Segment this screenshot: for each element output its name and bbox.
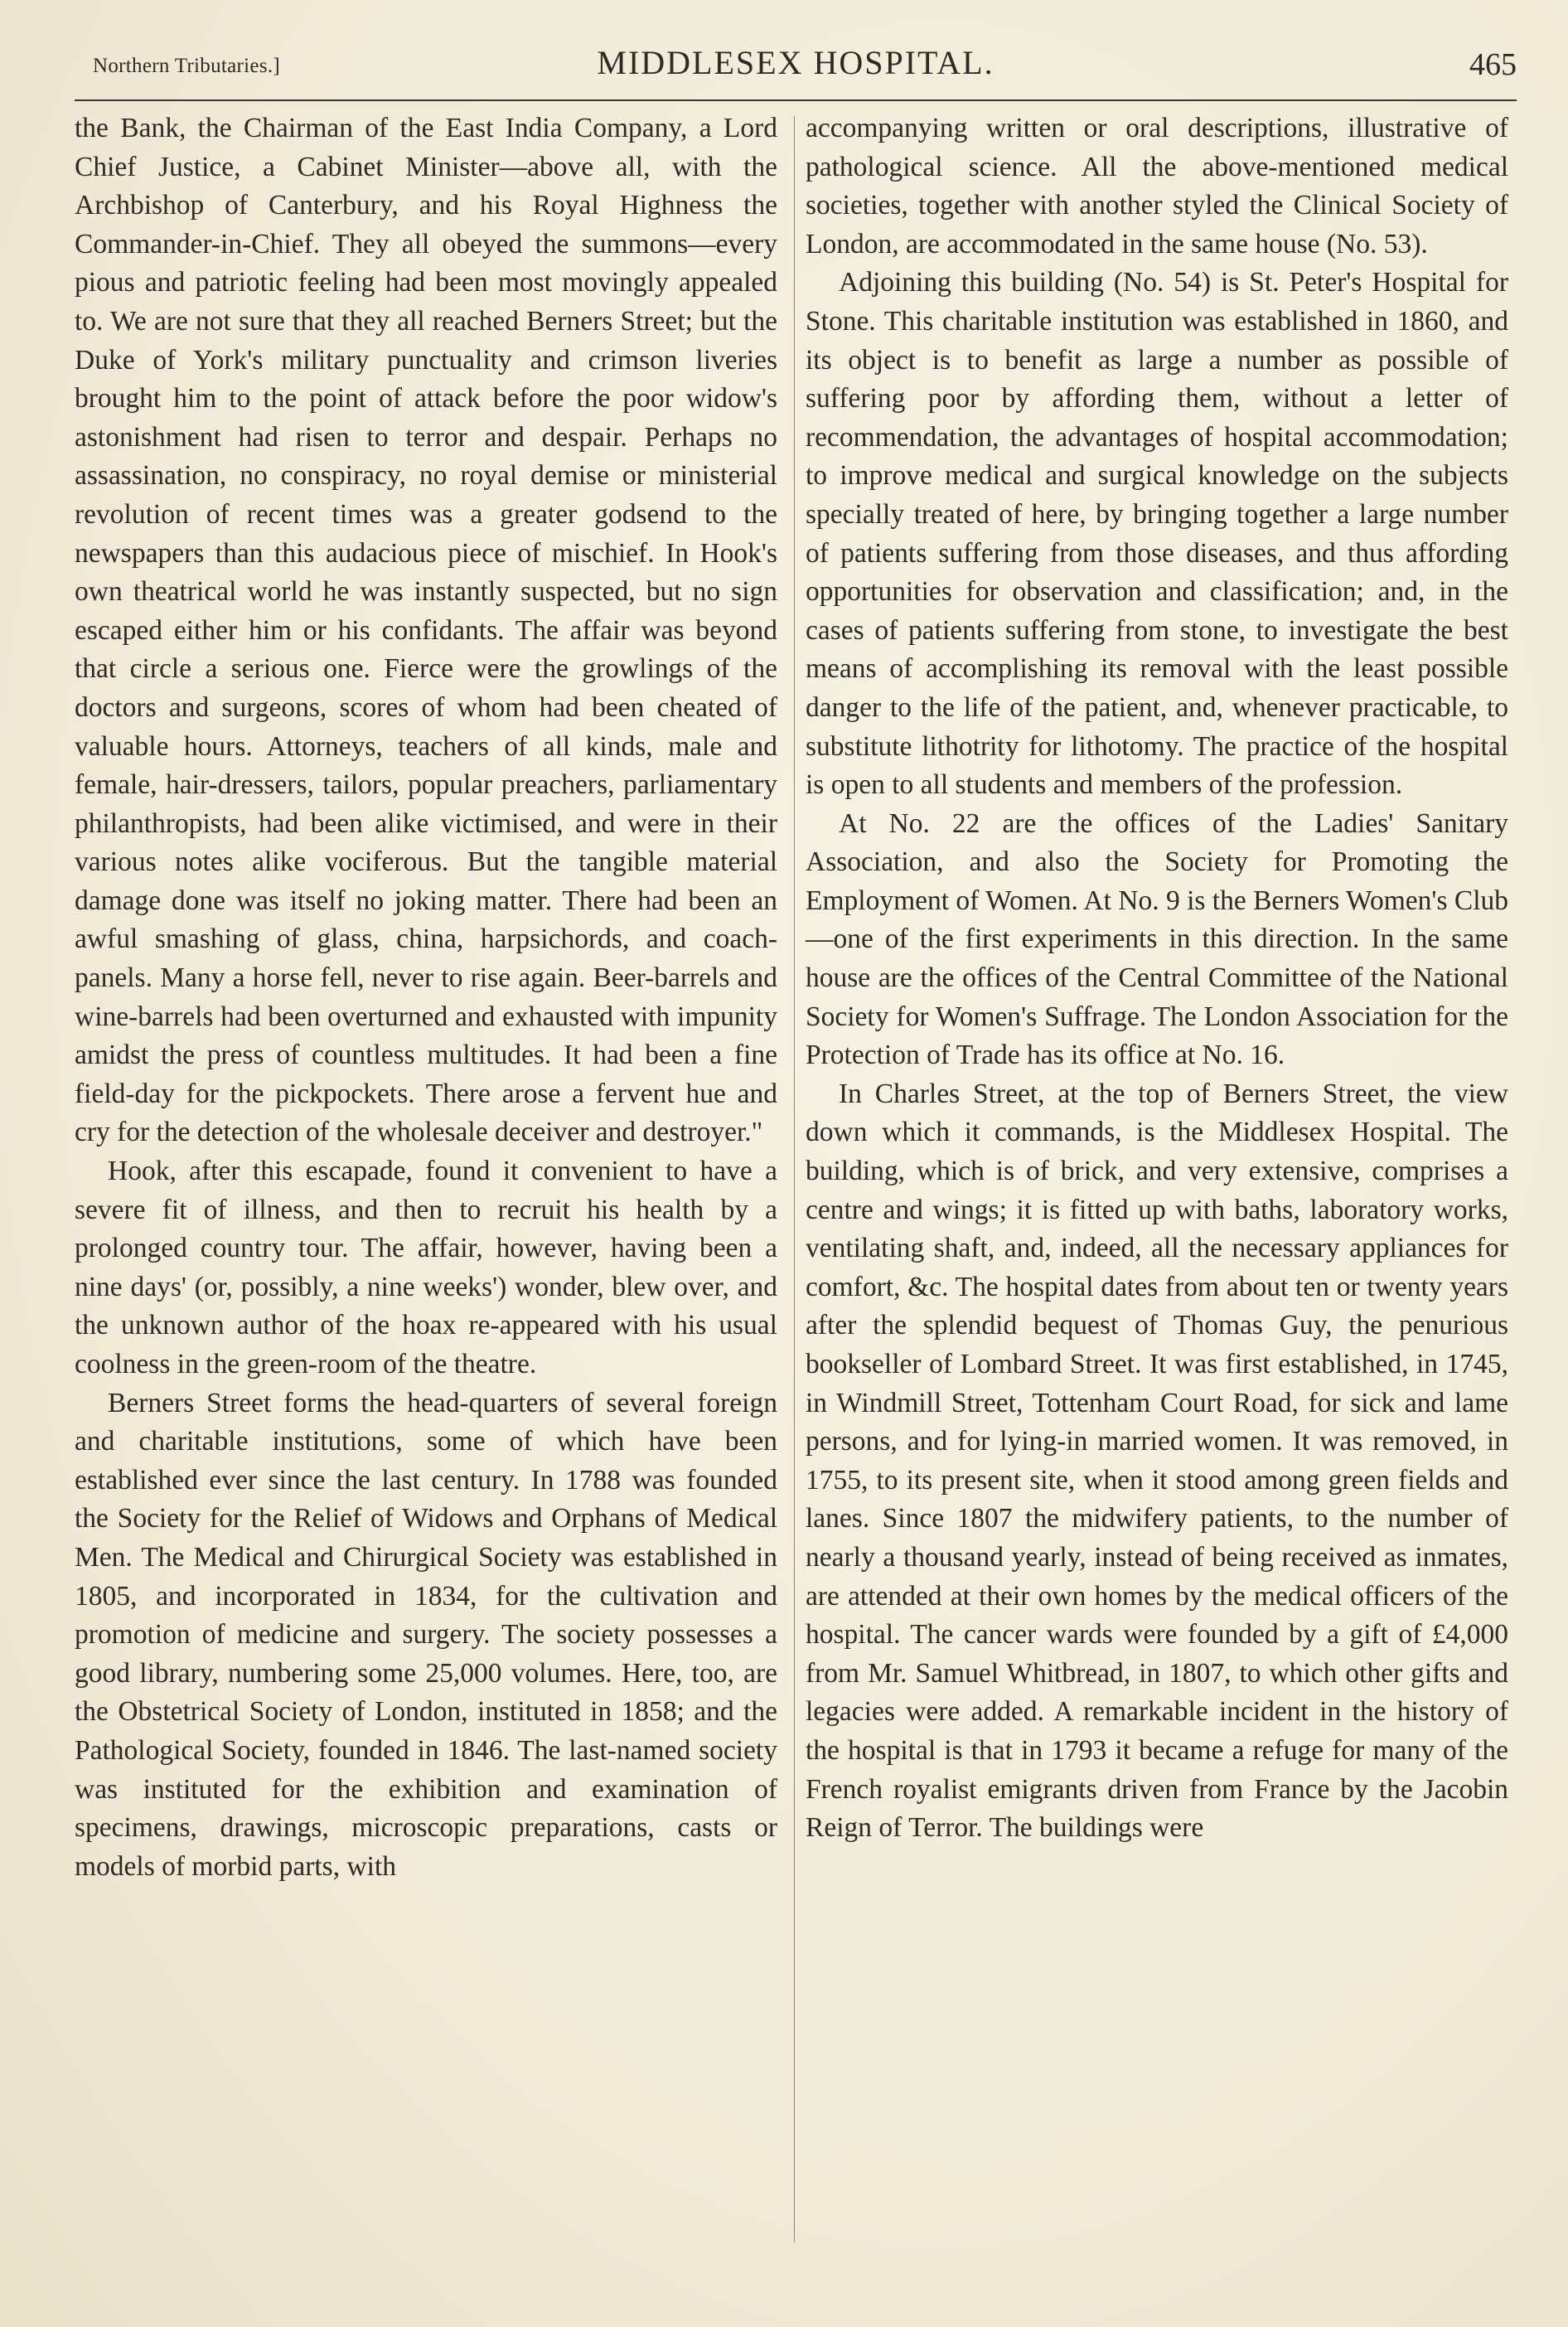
paragraph: Berners Street forms the head-quarters of several foreign and charitable institutions, some of which have been established ever since the last century. In 1788 was founded the Society for the Relief of Widows and Orphans of Medical Men. The Medical and Chirurgical Society was established in 1805, and incorporated in 1834, for the cultivation and promotion of medicine and surgery. The society possesses a good library, numbering some 25,000 volumes. Here, too, are the Obstetrical Society of London, instituted in 1858; and the Pathological Society, founded in 1846. The last-named society was instituted for the exhibition and examination of specimens, drawings, microscopic preparations, casts or models of morbid parts, with (75, 1387, 777, 1882)
page-title: MIDDLESEX HOSPITAL. (597, 44, 995, 81)
paragraph: the Bank, the Chairman of the East India Company, a Lord Chief Justice, a Cabinet Minister—above all, with the Archbishop of Canterbury, and his Royal Highness the Commander-in-Chief. They all obeyed the summons—every pious and patriotic feeling had been most movingly appealed to. We are not sure that they all reached Berners Street; but the Duke of York's military punctuality and crimson liveries brought him to the point of attack before the poor widow's astonishment had risen to terror and despair. Perhaps no assassination, no conspiracy, no royal demise or ministerial revolution of recent times was a greater godsend to the newspapers than this audacious piece of mischief. In Hook's own theatrical world he was instantly suspected, but no sign escaped either him or his confidants. The affair was beyond that circle a serious one. Fierce were the growlings of the doctors and surgeons, scores of whom had been cheated of valuable hours. Attorneys, teachers of all kinds, male and female, hair-dressers, tailors, popular preachers, parliamentary philanthropists, had been alike victimised, and were in their various notes alike vociferous. But the tangible material damage done was itself no joking matter. There had been an awful smashing of glass, china, harpsichords, and coach-panels. Many a horse fell, never to rise again. Beer-barrels and wine-barrels had been overturned and exhausted with impunity amidst the press of countless multitudes. It had been a fine field-day for the pickpockets. There arose a fervent hue and cry for the detection of the wholesale deceiver and destroyer." (75, 113, 777, 1148)
paragraph: accompanying written or oral descriptions, illustrative of pathological science. All the above-mentioned medical societies, together with another styled the Clinical Society of London, are accommodated in the same house (No. 53). (806, 113, 1508, 259)
page-number: 465 (1469, 47, 1517, 82)
paragraph: Adjoining this building (No. 54) is St. Peter's Hospital for Stone. This charitable institution was established in 1860, and its object is to benefit as large a number as possible of suffering poor by affording them, without a letter of recommendation, the advantages of hospital accommodation; to improve medical and surgical knowledge on the subjects specially treated of here, by bringing together a large number of patients suffering from those diseases, and thus affording opportunities for observation and classification; and, in the cases of patients suffering from stone, to investigate the best means of accomplishing its removal with the least possible danger to the life of the patient, and, whenever practicable, to substitute lithotrity for lithotomy. The practice of the hospital is open to all students and members of the profession. (806, 267, 1508, 801)
paragraph: Hook, after this escapade, found it convenient to have a severe fit of illness, and then to recruit his health by a prolonged country tour. The affair, however, having been a nine days' (or, possibly, a nine weeks') wonder, blew over, and the unknown author of the hoax re-appeared with his usual coolness in the green-room of the theatre. (75, 1156, 777, 1379)
running-header (75, 43, 1517, 93)
paragraph: In Charles Street, at the top of Berners Street, the view down which it commands, is the Middlesex Hospital. The building, which is of brick, and very extensive, comprises a centre and wings; it is fitted up with baths, laboratory works, ventilating shaft, and, indeed, all the necessary appliances for comfort, &c. The hospital dates from about ten or twenty years after the splendid bequest of Thomas Guy, the penurious bookseller of Lombard Street. It was first established, in 1745, in Windmill Street, Tottenham Court Road, for sick and lame persons, and for lying-in married women. It was removed, in 1755, to its present site, when it stood among green fields and lanes. Since 1807 the midwifery patients, to the number of nearly a thousand yearly, instead of being received as inmates, are attended at their own homes by the medical officers of the hospital. The cancer wards were founded by a gift of £4,000 from Mr. Samuel Whitbread, in 1807, to which other gifts and legacies were added. A remarkable incident in the history of the hospital is that in 1793 it became a refuge for many of the French royalist emigrants driven from France by the Jacobin Reign of Terror. The buildings were (806, 1078, 1508, 1844)
left-column (75, 109, 777, 1886)
right-column (806, 109, 1508, 1848)
column-divider (794, 116, 795, 2242)
paragraph: At No. 22 are the offices of the Ladies' Sanitary Association, and also the Society for Promoting the Employment of Women. At No. 9 is the Berners Women's Club—one of the first experiments in this direction. In the same house are the offices of the Central Committee of the National Society for Women's Suffrage. The London Association for the Protection of Trade has its office at No. 16. (806, 807, 1509, 1071)
header-rule (75, 99, 1517, 101)
section-label: Northern Tributaries.] (93, 55, 281, 77)
